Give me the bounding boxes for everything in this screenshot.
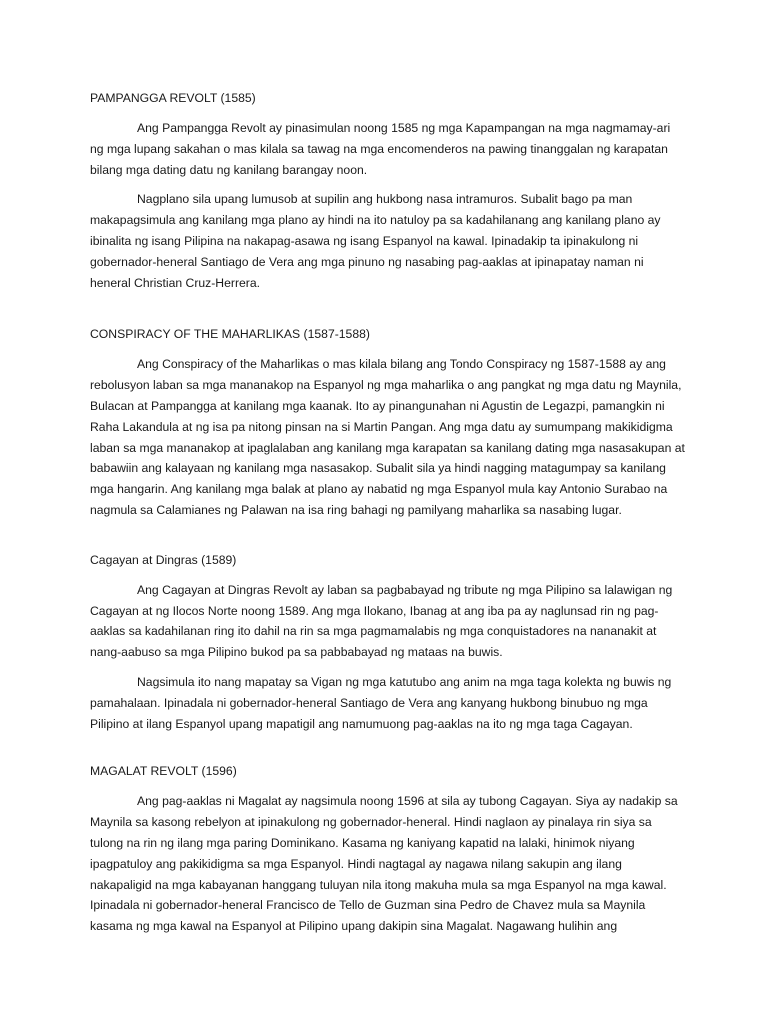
paragraph: Ang Cagayan at Dingras Revolt ay laban sa pagbabayad ng tribute ng mga Pilipino sa lalawigan ng Cagayan at ng Ilocos Norte noong 1589. Ang mga Ilokano, Ibanag at ang iba pa ay naglunsad rin ng pag-aaklas sa kadahilanan ring ito dahil na rin sa mga pagmamalabis ng mga conquistadores na nananakit at nang-aabuso sa mga Pilipino bukod pa sa pabbabayad ng mataas na buwis. <box>90 582 673 660</box>
paragraph: Nagsimula ito nang mapatay sa Vigan ng mga katutubo ang anim na mga taga kolekta ng buwis ng pamahalaan. Ipinadala ni gobernador-heneral Santiago de Vera ang kanyang hukbong binubuo ng mga Pilipino at ilang Espanyol upang mapatigil ang namumuong pag-aaklas na ito ng mga taga Cagayan. <box>90 674 672 731</box>
section-conspiracy-of-the-maharlikas <box>90 324 686 520</box>
paragraph: Ang pag-aaklas ni Magalat ay nagsimula noong 1596 at sila ay tubong Cagayan. Siya ay nadakip sa Maynila sa kasong rebelyon at ipinakulong ng gobernador-heneral. Hindi naglaon ay pinalaya rin siya sa tulong na rin ng ilang mga paring Dominikano. Kasama ng kaniyang kapatid na lalaki, hinimok niyang ipagpatuloy ang pakikidigma sa mga Espanyol. Hindi nagtagal ay nagawa nilang sakupin ang ilang nakapaligid na mga kabayanan hanggang tuluyan nila itong makuha mula sa mga Espanyol na mga kawal. Ipinadala ni gobernador-heneral Francisco de Tello de Guzman sina Pedro de Chavez mula sa Maynila kasama ng mga kawal na Espanyol at Pilipino upang dakipin sina Magalat. Nagawang hulihin ang <box>90 794 678 934</box>
section-magalat-revolt <box>90 761 686 937</box>
document-body <box>90 88 686 946</box>
section-heading: PAMPANGGA REVOLT (1585) <box>90 91 256 105</box>
paragraph: Nagplano sila upang lumusob at supilin ang hukbong nasa intramuros. Subalit bago pa man makapagsimula ang kanilang mga plano ay hindi na ito natuloy pa sa kadahilanang ang kanilang plano ay ibinalita ng isang Pilipina na nakapag-asawa ng isang Espanyol na kawal. Ipinadakip ta ipinakulong ni gobernador-heneral Santiago de Vera ang mga pinuno ng nasabing pag-aaklas at ipinapatay naman ni heneral Christian Cruz-Herrera. <box>90 192 661 290</box>
section-cagayan-at-dingras <box>90 550 686 735</box>
paragraph: Ang Conspiracy of the Maharlikas o mas kilala bilang ang Tondo Conspiracy ng 1587-1588 ay ang rebolusyon laban sa mga mananakop na Espanyol ng mga maharlika o ang pangkat ng mga datu ng Maynila, Bulacan at Pampangga at kanilang mga kaanak. Ito ay pinangunahan ni Agustin de Legazpi, pamangkin ni Raha Lakandula at ng isa pa nitong pinsan na si Martin Pangan. Ang mga datu ay sumumpang makikidigma laban sa mga mananakop at ipaglalaban ang kanilang mga karapatan sa kanilang dating mga nasasakupan at babawiin ang kalayaan ng kanilang mga nasasakop. Subalit sila ya hindi nagging matagumpay sa kanilang mga hangarin. Ang kanilang mga balak at plano ay nabatid ng mga Espanyol mula kay Antonio Surabao na nagmula sa Calamianes ng Palawan na isa ring bahagi ng pamilyang maharlika sa nasabing lugar. <box>90 357 685 517</box>
section-heading: MAGALAT REVOLT (1596) <box>90 764 237 779</box>
section-spacer <box>90 530 686 550</box>
paragraph: Ang Pampangga Revolt ay pinasimulan noong 1585 ng mga Kapampangan na mga nagmamay-ari ng mga lupang sakahan o mas kilala sa tawag na mga encomenderos na pawing tinanggalan ng karapatan bilang mga dating datu ng kanilang barangay noon. <box>90 121 671 177</box>
section-pampangga-revolt <box>90 88 686 293</box>
section-heading: CONSPIRACY OF THE MAHARLIKAS (1587-1588) <box>90 327 370 342</box>
section-spacer <box>90 743 686 761</box>
section-spacer <box>90 302 686 324</box>
section-heading: Cagayan at Dingras (1589) <box>90 552 237 567</box>
